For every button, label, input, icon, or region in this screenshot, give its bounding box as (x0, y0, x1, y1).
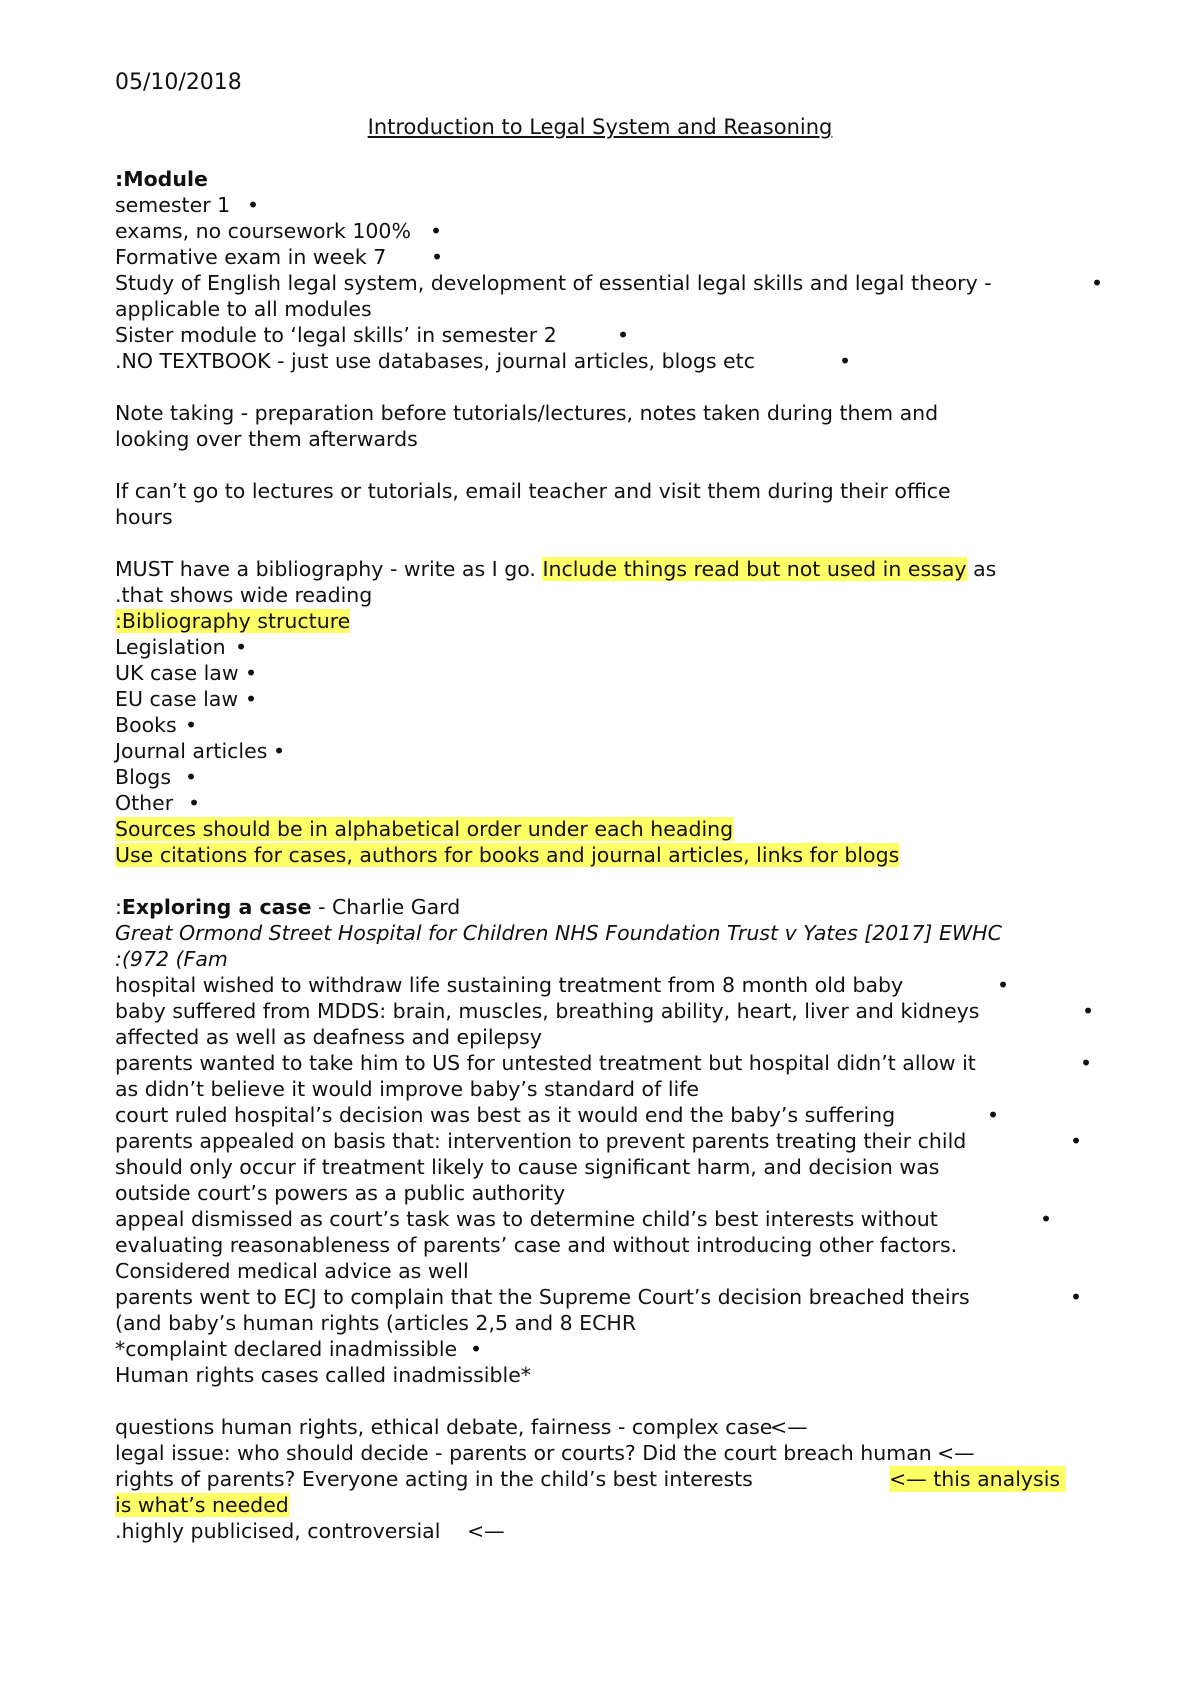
bullet-icon: • (185, 765, 198, 789)
analysis-line: is what’s needed (115, 1493, 289, 1517)
bibliography-item: Legislation • (115, 635, 248, 659)
analysis-line: legal issue: who should decide - parents or courts? Did the court breach human <— (115, 1441, 975, 1465)
case-fact: appeal dismissed as court’s task was to determine child’s best interests without • (115, 1207, 1053, 1231)
arrow-icon: <— (937, 1441, 975, 1465)
bullet-icon: • (273, 739, 286, 763)
note-taking-line: Note taking - preparation before tutorials/lectures, notes taken during them and (115, 401, 939, 425)
case-fact: hospital wished to withdraw life sustaining treatment from 8 month old baby • (115, 973, 1010, 997)
bullet-icon: • (185, 713, 198, 737)
bibliography-item: Other • (115, 791, 201, 815)
bullet-icon: • (188, 791, 201, 815)
module-item: Study of English legal system, development of essential legal skills and legal theory - • (115, 271, 1104, 295)
analysis-line: .highly publicised, controversial <— (115, 1519, 505, 1543)
bullet-icon: • (1091, 271, 1104, 295)
analysis-highlight: <— this analysis (889, 1466, 1066, 1492)
bullet-icon: • (430, 219, 443, 243)
case-fact-continuation: Considered medical advice as well (115, 1259, 469, 1283)
case-heading: :Exploring a case - Charlie Gard (115, 895, 461, 919)
bullet-icon: • (1070, 1129, 1083, 1153)
case-fact-continuation: evaluating reasonableness of parents’ case and without introducing other factors. (115, 1233, 958, 1257)
module-item: .NO TEXTBOOK - just use databases, journal articles, blogs etc • (115, 349, 852, 373)
bullet-icon: • (245, 661, 258, 685)
bullet-icon: • (839, 349, 852, 373)
bibliography-note: Use citations for cases, authors for books and journal articles, links for blogs (115, 843, 900, 867)
bibliography-item: Blogs • (115, 765, 198, 789)
analysis-line: rights of parents? Everyone acting in the child’s best interests <— this analysis (115, 1466, 1115, 1492)
bibliography-item: Journal articles • (115, 739, 286, 763)
bullet-icon: • (247, 193, 260, 217)
bullet-icon: • (245, 687, 258, 711)
case-fact-continuation: should only occur if treatment likely to cause significant harm, and decision was (115, 1155, 940, 1179)
case-citation: :(972 (Fam (115, 947, 228, 971)
case-fact: *complaint declared inadmissible • (115, 1337, 483, 1361)
case-fact-continuation: outside court’s powers as a public authority (115, 1181, 566, 1205)
case-fact: parents went to ECJ to complain that the Supreme Court’s decision breached theirs • (115, 1285, 1083, 1309)
bibliography-line: MUST have a bibliography - write as I go. Include things read but not used in essay as (115, 557, 997, 581)
bullet-icon: • (987, 1103, 1000, 1127)
bibliography-item: Books • (115, 713, 198, 737)
document-body (115, 166, 1115, 1544)
bullet-icon: • (235, 635, 248, 659)
case-fact: parents appealed on basis that: intervention to prevent parents treating their child • (115, 1129, 1083, 1153)
document-date: 05/10/2018 (115, 70, 242, 95)
absence-line: hours (115, 505, 173, 529)
bullet-icon: • (1070, 1285, 1083, 1309)
case-fact: parents wanted to take him to US for untested treatment but hospital didn’t allow it • (115, 1051, 1093, 1075)
case-fact-continuation: as didn’t believe it would improve baby’s standard of life (115, 1077, 700, 1101)
case-citation: Great Ormond Street Hospital for Children NHS Foundation Trust v Yates [2017] EWHC (115, 921, 1002, 945)
bibliography-structure-heading: :Bibliography structure (115, 609, 351, 633)
bullet-icon: • (997, 973, 1010, 997)
case-fact-continuation: (and baby’s human rights (articles 2,5 and 8 ECHR (115, 1311, 637, 1335)
bibliography-item: EU case law • (115, 687, 258, 711)
arrow-icon: <— (467, 1519, 505, 1543)
bullet-icon: • (1080, 1051, 1093, 1075)
bibliography-line: .that shows wide reading (115, 583, 373, 607)
highlight: Include things read but not used in essay (542, 557, 967, 581)
case-fact-continuation: affected as well as deafness and epilepsy (115, 1025, 542, 1049)
module-item: exams, no coursework 100% • (115, 219, 443, 243)
absence-line: If can’t go to lectures or tutorials, email teacher and visit them during their office (115, 479, 951, 503)
note-taking-line: looking over them afterwards (115, 427, 418, 451)
bullet-icon: • (1040, 1207, 1053, 1231)
bullet-icon: • (431, 245, 444, 269)
case-fact: court ruled hospital’s decision was best as it would end the baby’s suffering • (115, 1103, 1000, 1127)
module-item: Formative exam in week 7 • (115, 245, 444, 269)
analysis-line: questions human rights, ethical debate, fairness - complex case <— (115, 1415, 808, 1439)
module-heading: :Module (115, 167, 208, 191)
bullet-icon: • (617, 323, 630, 347)
bullet-icon: • (470, 1337, 483, 1361)
document-title: Introduction to Legal System and Reasoning (367, 115, 833, 139)
bibliography-item: UK case law • (115, 661, 258, 685)
case-fact: baby suffered from MDDS: brain, muscles, breathing ability, heart, liver and kidneys • (115, 999, 1095, 1023)
arrow-icon: <— (770, 1415, 808, 1439)
module-item-continuation: applicable to all modules (115, 297, 372, 321)
module-item: Sister module to ‘legal skills’ in semester 2 • (115, 323, 630, 347)
bibliography-note: Sources should be in alphabetical order under each heading (115, 817, 734, 841)
case-fact-continuation: Human rights cases called inadmissible* (115, 1363, 532, 1387)
module-item: semester 1 • (115, 193, 260, 217)
bullet-icon: • (1082, 999, 1095, 1023)
